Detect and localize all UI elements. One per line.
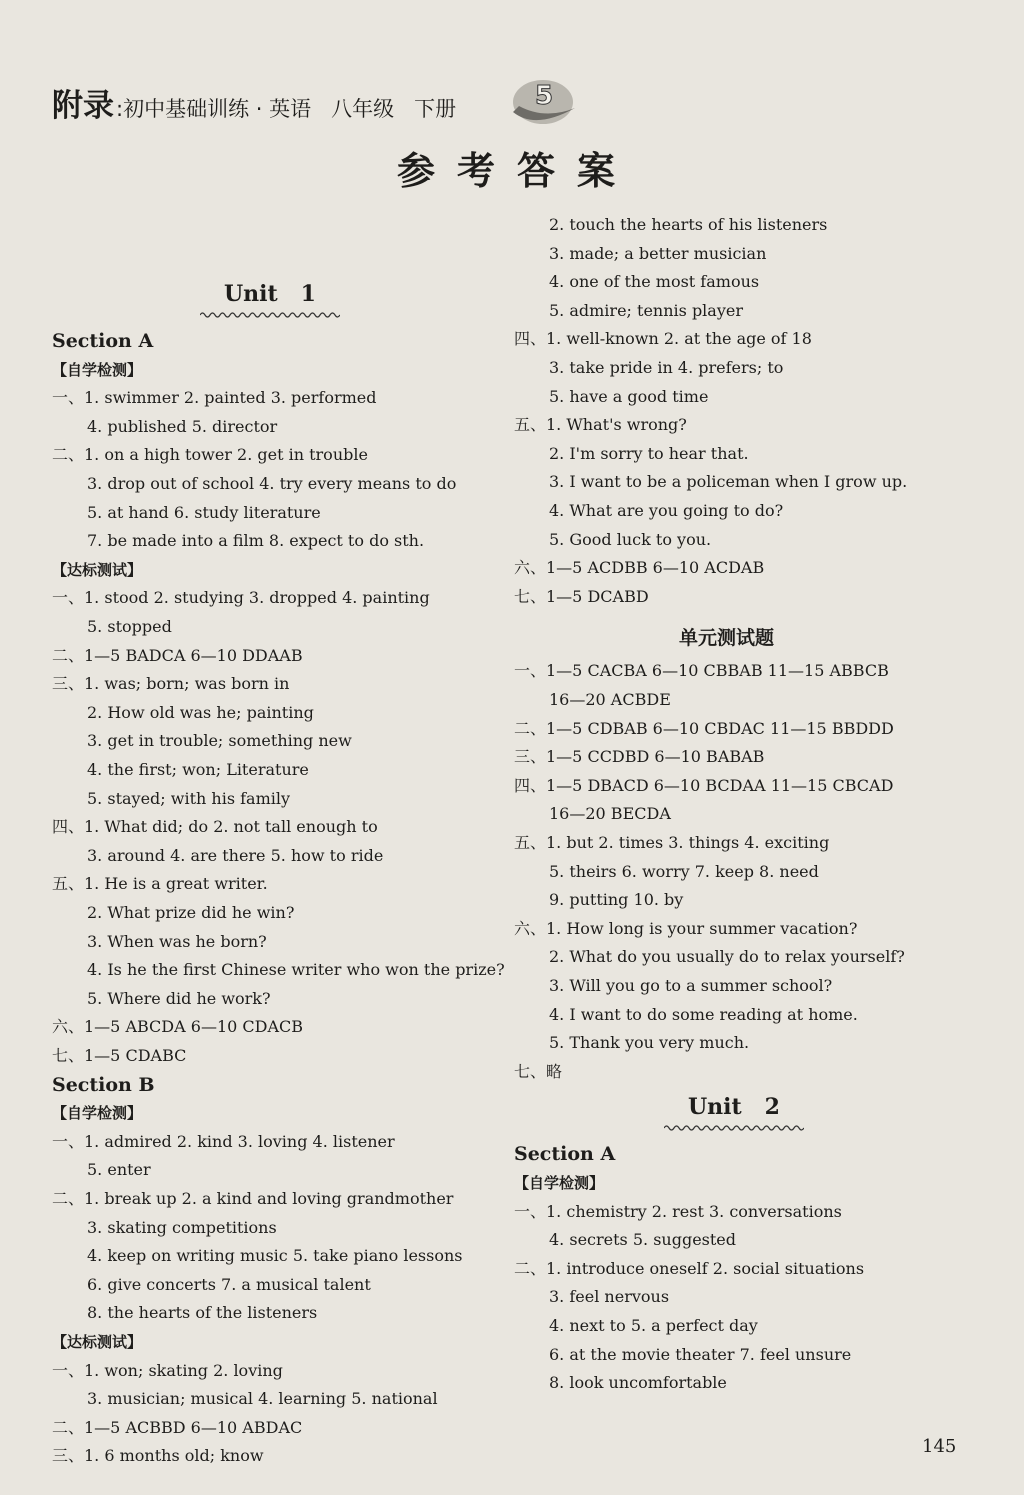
wavy-underline [664,1124,804,1132]
answer-subline: 5. Good luck to you. [549,529,712,549]
answer-subline: 5. enter [87,1160,151,1180]
answer-line: 二、1—5 BADCA 6—10 DDAAB [52,645,303,665]
answer-subline: 3. Will you go to a summer school? [549,976,833,995]
section-heading: Section A [514,1143,616,1166]
answer-subline: 6. at the movie theater 7. feel unsure [549,1344,852,1364]
answer-subline: 3. take pride in 4. prefers; to [549,358,784,377]
answer-subline: 4. I want to do some reading at home. [549,1004,858,1024]
answer-subline: 9. putting 10. by [549,890,684,910]
answer-line: 二、1. introduce oneself 2. social situations [514,1258,865,1278]
wavy-underline [200,311,340,319]
answer-subline: 7. be made into a film 8. expect to do sth. [87,531,425,551]
answer-line: 三、1. was; born; was born in [52,674,290,694]
section-heading: Section A [52,330,154,352]
answer-subline: 5. theirs 6. worry 7. keep 8. need [549,861,819,881]
answer-line: 一、1. stood 2. studying 3. dropped 4. painting [52,588,430,608]
answer-subline: 4. next to 5. a perfect day [549,1316,758,1335]
answer-subline: 5. Where did he work? [87,988,271,1008]
exercise-label: 【达标测试】 [52,560,143,579]
answer-line: 七、1—5 CDABC [52,1046,187,1065]
exercise-label: 【达标测试】 [52,1333,143,1351]
answer-subline: 2. How old was he; painting [87,702,314,722]
answer-subline: 8. look uncomfortable [549,1373,727,1393]
answer-line: 一、1. won; skating 2. loving [52,1360,283,1380]
answer-subline: 3. made; a better musician [549,243,767,263]
answer-line: 一、1. chemistry 2. rest 3. conversations [514,1201,842,1221]
exercise-label: 【自学检测】 [514,1174,605,1192]
answer-subline: 4. one of the most famous [549,272,760,292]
answer-line: 四、1—5 DBACD 6—10 BCDAA 11—15 CBCAD [514,775,894,795]
answer-line: 六、1—5 ABCDA 6—10 CDACB [52,1017,304,1037]
answer-subline: 2. I'm sorry to hear that. [549,443,749,463]
answer-line: 一、1. swimmer 2. painted 3. performed [52,388,377,408]
answer-line: 三、1. 6 months old; know [52,1446,264,1466]
answer-subline: 5. have a good time [549,386,709,406]
unit-title: Unit 1 [224,281,316,307]
answer-subline: 5. stayed; with his family [87,788,291,808]
answer-line: 五、1. He is a great writer. [52,874,268,894]
answer-subline: 3. I want to be a policeman when I grow up. [549,472,908,492]
answer-subline: 3. skating competitions [87,1217,277,1237]
answer-subline: 4. secrets 5. suggested [549,1230,737,1250]
answer-subline: 5. stopped [87,617,172,636]
answer-subline: 2. What prize did he win? [87,903,295,922]
answer-subline: 3. feel nervous [549,1287,670,1307]
answer-subline: 3. around 4. are there 5. how to ride [87,845,384,865]
answer-subline: 2. touch the hearts of his listeners [549,215,828,234]
answer-subline: 6. give concerts 7. a musical talent [87,1274,371,1294]
answer-subline: 3. When was he born? [87,931,267,951]
answer-subline: 4. Is he the first Chinese writer who won the prize? [87,960,505,980]
answer-line: 六、1—5 ACDBB 6—10 ACDAB [514,558,765,578]
answer-line: 五、1. What's wrong? [514,415,687,435]
answer-line: 四、1. What did; do 2. not tall enough to [52,817,378,837]
answer-subline: 4. published 5. director [87,416,278,436]
answer-line: 二、1. break up 2. a kind and loving grandmother [52,1189,454,1208]
answer-continuation: 16—20 ACBDE [549,690,671,709]
answer-subline: 3. musician; musical 4. learning 5. national [87,1389,438,1409]
answer-continuation: 16—20 BECDA [549,804,671,824]
answer-subline: 8. the hearts of the listeners [87,1303,318,1323]
logo-text: 5 [535,81,554,111]
page-header [52,80,456,125]
answer-line: 七、略 [514,1061,563,1081]
answer-line: 二、1—5 ACBBD 6—10 ABDAC [52,1417,303,1437]
answer-line: 七、1—5 DCABD [514,586,649,606]
publisher-logo-icon [505,72,585,128]
answer-line: 二、1. on a high tower 2. get in trouble [52,445,368,465]
exercise-label: 【自学检测】 [52,360,143,379]
answer-subline: 2. What do you usually do to relax yourself? [549,947,905,967]
answer-subline: 5. at hand 6. study literature [87,502,321,522]
answer-line: 二、1—5 CDBAB 6—10 CBDAC 11—15 BBDDD [514,718,894,738]
page-number: 145 [922,1436,957,1457]
answer-subline: 4. the first; won; Literature [87,760,309,779]
answer-subline: 5. admire; tennis player [549,300,743,320]
section-heading: Section B [52,1073,155,1096]
answer-subline: 4. What are you going to do? [549,501,784,520]
page-title: 参考答案 [396,149,637,193]
appendix-label: 附录 [52,88,114,124]
answer-line: 六、1. How long is your summer vacation? [514,918,858,938]
answer-line: 一、1. admired 2. kind 3. loving 4. listener [52,1131,395,1151]
answer-line: 三、1—5 CCDBD 6—10 BABAB [514,747,765,767]
answer-line: 一、1—5 CACBA 6—10 CBBAB 11—15 ABBCB [514,661,889,681]
book-subtitle: :初中基础训练 · 英语 八年级 下册 [116,97,457,121]
unit-test-heading: 单元测试题 [679,627,775,650]
answer-subline: 4. keep on writing music 5. take piano lessons [87,1246,463,1266]
unit-title: Unit 2 [688,1094,780,1121]
answer-subline: 5. Thank you very much. [549,1033,750,1053]
answer-line: 四、1. well-known 2. at the age of 18 [514,329,812,349]
answer-line: 五、1. but 2. times 3. things 4. exciting [514,833,830,852]
exercise-label: 【自学检测】 [52,1104,143,1123]
answer-subline: 3. get in trouble; something new [87,731,352,751]
answer-subline: 3. drop out of school 4. try every means to do [87,474,457,493]
